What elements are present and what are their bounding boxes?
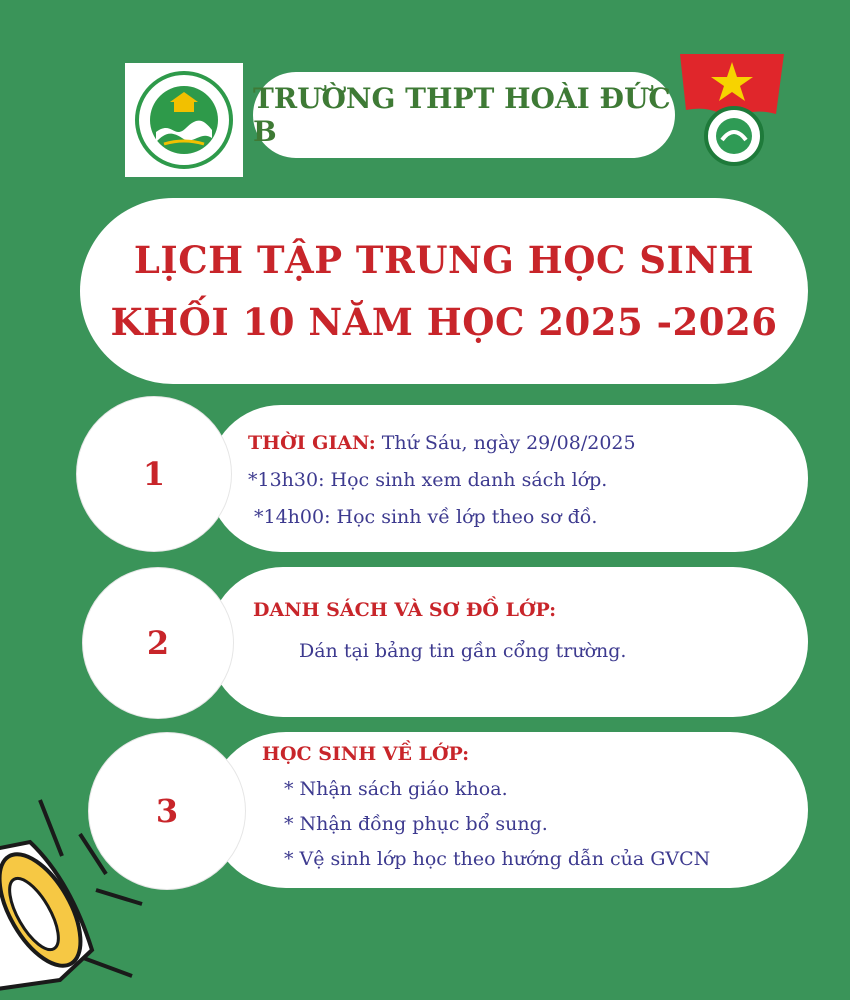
time-value: Thứ Sáu, ngày 29/08/2025 [375,432,636,454]
main-title [80,198,808,384]
megaphone-icon [0,780,150,1000]
step-number-circle-1 [76,396,232,552]
school-name: TRƯỜNG THPT HOÀI ĐỨC B [253,82,671,148]
title-line-1: LỊCH TẬP TRUNG HỌC SINH [133,238,755,282]
return-class-line-1: * Nhận sách giáo khoa. [284,778,508,800]
school-name-banner [253,72,675,158]
step-number-2: 2 [146,624,170,662]
time-row [248,425,636,462]
return-class-line-3: * Vệ sinh lớp học theo hướng dẫn của GVCN [284,848,711,870]
youth-union-emblem-icon [676,44,788,168]
return-class-label: HỌC SINH VỀ LỚP: [262,743,470,765]
school-logo-icon [134,70,234,170]
time-line-2: *14h00: Học sinh về lớp theo sơ đồ. [254,506,598,528]
info-card-1-text [248,425,636,536]
time-label: THỜI GIAN: [248,432,376,454]
time-line-1: *13h30: Học sinh xem danh sách lớp. [248,469,608,491]
school-logo [125,63,243,177]
step-number-1: 1 [142,455,166,493]
step-number-circle-2 [82,567,234,719]
return-class-line-2: * Nhận đồng phục bổ sung. [284,813,548,835]
info-card-3-text [262,737,710,877]
title-line-2: KHỐI 10 NĂM HỌC 2025 -2026 [110,300,778,344]
class-list-line-1: Dán tại bảng tin gần cổng trường. [299,640,627,662]
step-number-3: 3 [155,792,179,830]
class-list-label: DANH SÁCH VÀ SƠ ĐỒ LỚP: [253,599,557,621]
info-card-2-text [253,592,626,670]
